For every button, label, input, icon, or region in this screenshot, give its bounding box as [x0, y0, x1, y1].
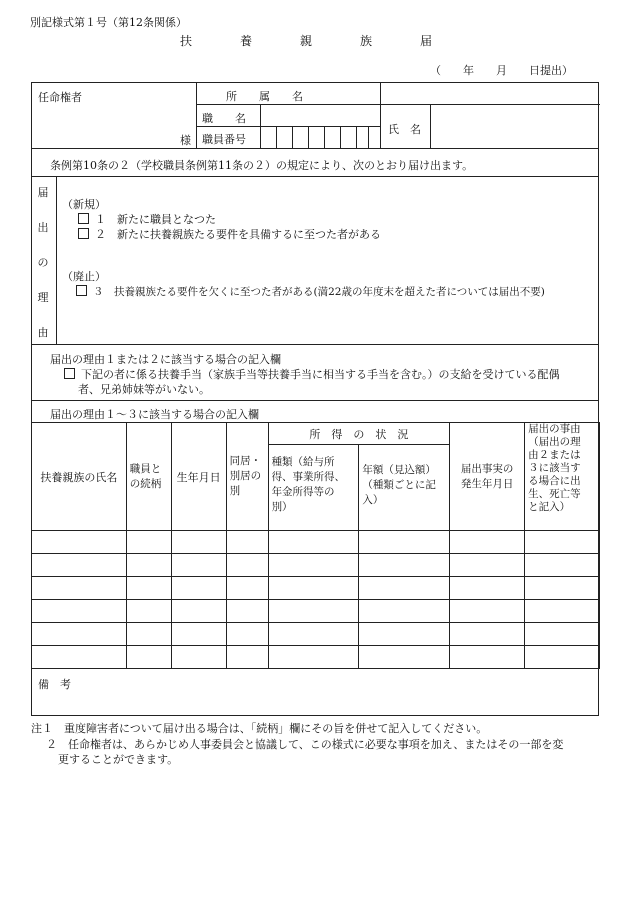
note-1: 注１ 重度障害者について届け出る場合は、「続柄」欄にその旨を併せて記入してください。 [31, 722, 488, 735]
section2-heading: 届出の理由１～３に該当する場合の記入欄 [50, 408, 259, 421]
checkbox[interactable] [78, 228, 89, 239]
reason-char: 届 [37, 186, 49, 199]
note-2: ２ 任命権者は、あらかじめ人事委員会と協議して、この様式に必要な事項を加え、またはその一部を変 [46, 738, 564, 751]
name-label: 氏 名 [388, 123, 421, 136]
table-row [32, 531, 600, 554]
appointer-suffix: 様 [180, 134, 191, 147]
note-2-cont: 更することができます。 [58, 753, 179, 766]
appointer-label: 任命権者 [38, 91, 82, 104]
col-name: 扶養親族の氏名 [32, 423, 127, 531]
remarks-label: 備 考 [38, 678, 71, 691]
table-row [32, 600, 600, 623]
form-title: 扶 養 親 族 届 [179, 34, 450, 48]
affiliation-label: 所 属 名 [226, 90, 303, 103]
checkbox[interactable] [76, 285, 87, 296]
col-event-reason: 届出の事由 （届出の理 由２または ３に該当す る場合に出 生、死亡等 と記入） [525, 423, 600, 531]
col-cohabit: 同居・ 別居の 別 [226, 423, 268, 531]
income-header: 所 得 の 状 況 [268, 423, 450, 445]
col-income-amount: 年額（見込額） （種類ごとに記 入） [359, 445, 450, 531]
staff-number-label: 職員番号 [202, 133, 246, 146]
reason-char: 出 [37, 221, 49, 234]
table-row [32, 623, 600, 646]
position-label: 職 名 [202, 112, 246, 125]
col-relation: 職員と の続柄 [126, 423, 171, 531]
checkbox[interactable] [64, 368, 75, 379]
reason-option-1[interactable]: １ 新たに職員となつた [78, 211, 216, 227]
section1-line1[interactable]: 下記の者に係る扶養手当（家族手当等扶養手当に相当する手当を含む。）の支給を受けている配偶 [64, 366, 560, 382]
section1-heading: 届出の理由１または２に該当する場合の記入欄 [50, 353, 281, 366]
checkbox[interactable] [78, 213, 89, 224]
table-row [32, 577, 600, 600]
abolish-heading: （廃止） [62, 270, 106, 283]
reason-char: の [37, 256, 49, 269]
submission-date: （ 年 月 日提出） [430, 64, 573, 77]
table-row [32, 554, 600, 577]
form-number: 別記様式第１号（第12条関係） [30, 16, 187, 29]
reason-option-2[interactable]: ２ 新たに扶養親族たる要件を具備するに至つた者がある [78, 226, 381, 242]
col-birth: 生年月日 [171, 423, 226, 531]
section1-line2: 者、兄弟姉妹等がいない。 [78, 383, 210, 396]
col-income-type: 種類（給与所 得、事業所得、 年金所得等の 別） [268, 445, 359, 531]
reason-option-3[interactable]: ３ 扶養親族たる要件を欠くに至つた者がある(満22歳の年度末を超えた者については届出不要) [76, 284, 545, 299]
dependents-table [31, 422, 600, 669]
new-heading: （新規） [62, 198, 106, 211]
table-row [32, 646, 600, 669]
statement: 条例第10条の２（学校職員条例第11条の２）の規定により、次のとおり届け出ます。 [50, 159, 474, 172]
reason-char: 由 [37, 326, 49, 339]
col-event-date: 届出事実の 発生年月日 [450, 423, 525, 531]
reason-char: 理 [37, 291, 49, 304]
